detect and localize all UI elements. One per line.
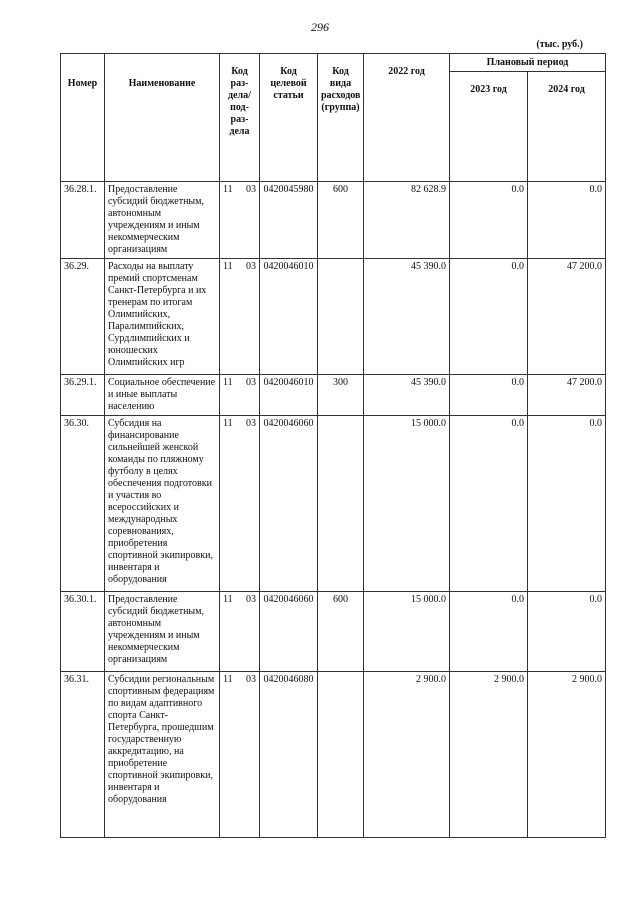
subsection-part: 03	[246, 594, 256, 605]
row-2022: 45 390.0	[364, 259, 450, 375]
section-part: 11	[223, 261, 233, 272]
row-2023: 0.0	[450, 259, 528, 375]
subsection-part: 03	[246, 184, 256, 195]
row-number: 36.30.1.	[61, 592, 105, 672]
row-number: 36.29.	[61, 259, 105, 375]
row-2022: 45 390.0	[364, 375, 450, 416]
row-target-code: 0420045980	[260, 182, 318, 259]
row-2022: 15 000.0	[364, 416, 450, 592]
row-2023: 0.0	[450, 182, 528, 259]
table-row	[61, 259, 606, 375]
row-2024: 2 900.0	[528, 672, 606, 838]
row-expense-code: 600	[318, 182, 364, 259]
header-2024: 2024 год	[528, 72, 606, 182]
row-expense-code: 300	[318, 375, 364, 416]
row-section-code	[220, 375, 260, 416]
row-target-code: 0420046060	[260, 592, 318, 672]
row-section-code	[220, 672, 260, 838]
row-2023: 0.0	[450, 416, 528, 592]
row-target-code: 0420046060	[260, 416, 318, 592]
row-number: 36.28.1.	[61, 182, 105, 259]
budget-table	[60, 53, 606, 838]
row-name: Предоставление субсидий бюджетным, автономным учреждениям и иным некоммерческим организациям	[105, 182, 220, 259]
row-number: 36.29.1.	[61, 375, 105, 416]
row-name: Расходы на выплату премий спортсменам Санкт-Петербурга и их тренерам по итогам Олимпийских, Паралимпийских, Сурдлимпийских и юношеских Олимпийских игр	[105, 259, 220, 375]
section-part: 11	[223, 674, 233, 685]
header-name: Наименование	[105, 54, 220, 182]
header-expense-code: Код вида расходов (группа)	[318, 54, 364, 182]
subsection-part: 03	[246, 261, 256, 272]
table-row	[61, 375, 606, 416]
header-planned-period: Плановый период	[450, 54, 606, 72]
row-2024: 0.0	[528, 416, 606, 592]
row-target-code: 0420046010	[260, 259, 318, 375]
row-section-code	[220, 416, 260, 592]
row-expense-code	[318, 416, 364, 592]
row-section-code	[220, 592, 260, 672]
row-2023: 0.0	[450, 592, 528, 672]
table-row	[61, 672, 606, 838]
row-2022: 2 900.0	[364, 672, 450, 838]
row-number: 36.31.	[61, 672, 105, 838]
row-2022: 82 628.9	[364, 182, 450, 259]
row-target-code: 0420046080	[260, 672, 318, 838]
row-section-code	[220, 182, 260, 259]
row-number: 36.30.	[61, 416, 105, 592]
row-expense-code	[318, 672, 364, 838]
section-part: 11	[223, 418, 233, 429]
section-part: 11	[223, 377, 233, 388]
row-name: Субсидия на финансирование сильнейшей женской команды по пляжному футболу в целях обеспечения подготовки и участия во всероссийских и международных соревнованиях, приобретения спортивной экипировки, инвентаря и оборудования	[105, 416, 220, 592]
row-expense-code	[318, 259, 364, 375]
table-row	[61, 182, 606, 259]
header-target-code: Код целевой статьи	[260, 54, 318, 182]
row-name: Субсидии региональным спортивным федерациям по видам адаптивного спорта Санкт-Петербурга, прошедшим государственную аккредитацию, на приобретение спортивной экипировки, инвентаря и оборудования	[105, 672, 220, 838]
row-2024: 47 200.0	[528, 259, 606, 375]
table-row	[61, 416, 606, 592]
subsection-part: 03	[246, 377, 256, 388]
row-2024: 0.0	[528, 182, 606, 259]
row-target-code: 0420046010	[260, 375, 318, 416]
header-2023: 2023 год	[450, 72, 528, 182]
header-number: Номер	[61, 54, 105, 182]
header-2022: 2022 год	[364, 54, 450, 182]
page-number: 296	[311, 20, 329, 34]
row-2024: 0.0	[528, 592, 606, 672]
section-part: 11	[223, 184, 233, 195]
row-2023: 2 900.0	[450, 672, 528, 838]
table-row	[61, 592, 606, 672]
row-name: Социальное обеспечение и иные выплаты населению	[105, 375, 220, 416]
row-2023: 0.0	[450, 375, 528, 416]
units-label: (тыс. руб.)	[536, 39, 583, 50]
row-section-code	[220, 259, 260, 375]
row-name: Предоставление субсидий бюджетным, автономным учреждениям и иным некоммерческим организациям	[105, 592, 220, 672]
header-section-code: Код раз-дела/под-раз-дела	[220, 54, 260, 182]
row-2024: 47 200.0	[528, 375, 606, 416]
row-expense-code: 600	[318, 592, 364, 672]
row-2022: 15 000.0	[364, 592, 450, 672]
section-part: 11	[223, 594, 233, 605]
subsection-part: 03	[246, 674, 256, 685]
subsection-part: 03	[246, 418, 256, 429]
